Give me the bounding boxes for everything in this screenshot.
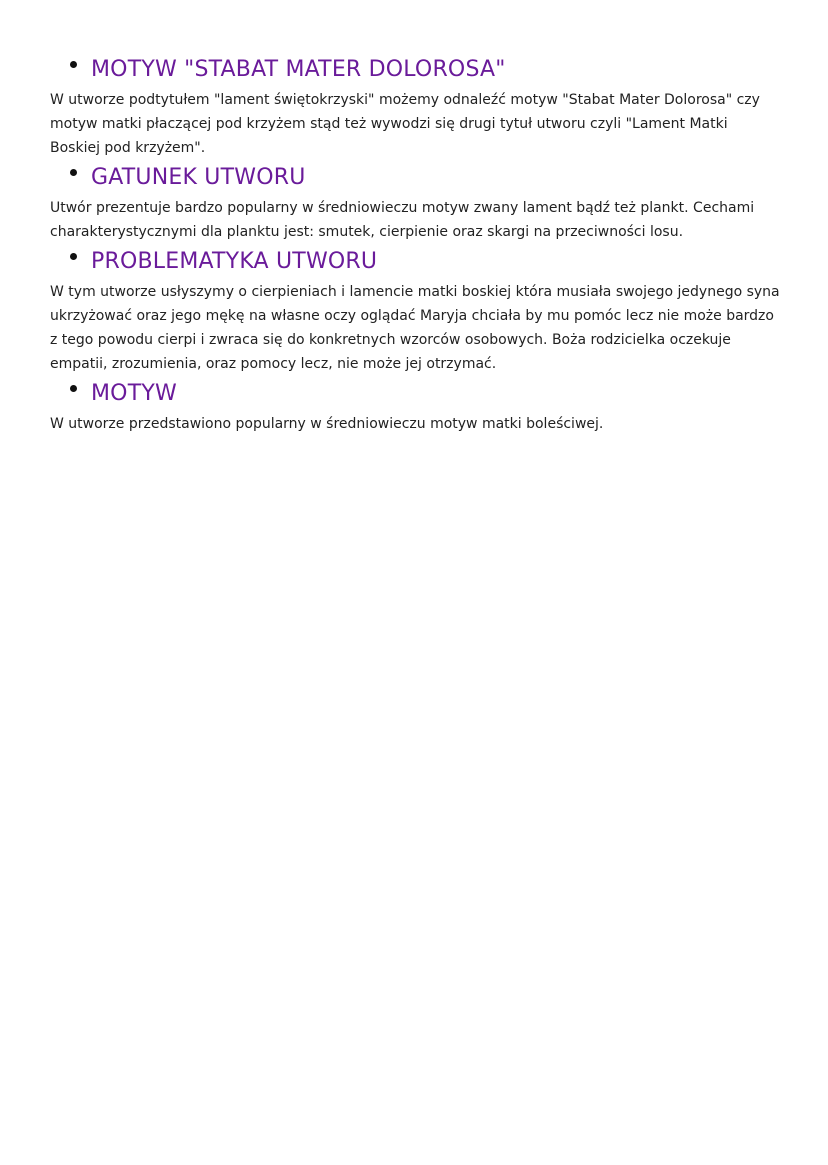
section-heading: GATUNEK UTWORU — [91, 165, 306, 190]
section-motyw — [50, 380, 780, 436]
section-heading-row — [50, 56, 780, 88]
bullet-icon — [70, 253, 77, 260]
bullet-icon — [70, 61, 77, 68]
section-heading: PROBLEMATYKA UTWORU — [91, 249, 378, 274]
document-page — [50, 56, 780, 440]
section-problematyka — [50, 248, 780, 376]
section-body: W tym utworze usłyszymy o cierpieniach i lamencie matki boskiej która musiała swojego jedynego syna ukrzyżować oraz jego mękę na własne oczy oglądać Maryja chciała by mu pomóc lecz nie może bardzo z tego powodu cierpi i zwraca się do konkretnych wzorców osobowych. Boża rodzicielka oczekuje empatii, zrozumienia, oraz pomocy lecz, nie może jej otrzymać. — [50, 284, 780, 372]
section-heading-row — [50, 164, 780, 196]
section-heading: MOTYW "STABAT MATER DOLOROSA" — [91, 57, 506, 82]
section-heading-row — [50, 380, 780, 412]
section-heading: MOTYW — [91, 381, 177, 406]
section-heading-row — [50, 248, 780, 280]
section-body: W utworze podtytułem "lament świętokrzyski" możemy odnaleźć motyw "Stabat Mater Dolorosa" czy motyw matki płaczącej pod krzyżem stąd też wywodzi się drugi tytuł utworu czyli "Lament Matki Boskiej pod krzyżem". — [50, 92, 760, 156]
section-body: Utwór prezentuje bardzo popularny w średniowieczu motyw zwany lament bądź też plankt. Cechami charakterystycznymi dla planktu jest: smutek, cierpienie oraz skargi na przeciwności losu. — [50, 200, 755, 240]
bullet-icon — [70, 169, 77, 176]
section-body: W utworze przedstawiono popularny w średniowieczu motyw matki boleściwej. — [50, 416, 604, 432]
section-gatunek — [50, 164, 780, 244]
section-stabat-mater — [50, 56, 780, 160]
bullet-icon — [70, 385, 77, 392]
